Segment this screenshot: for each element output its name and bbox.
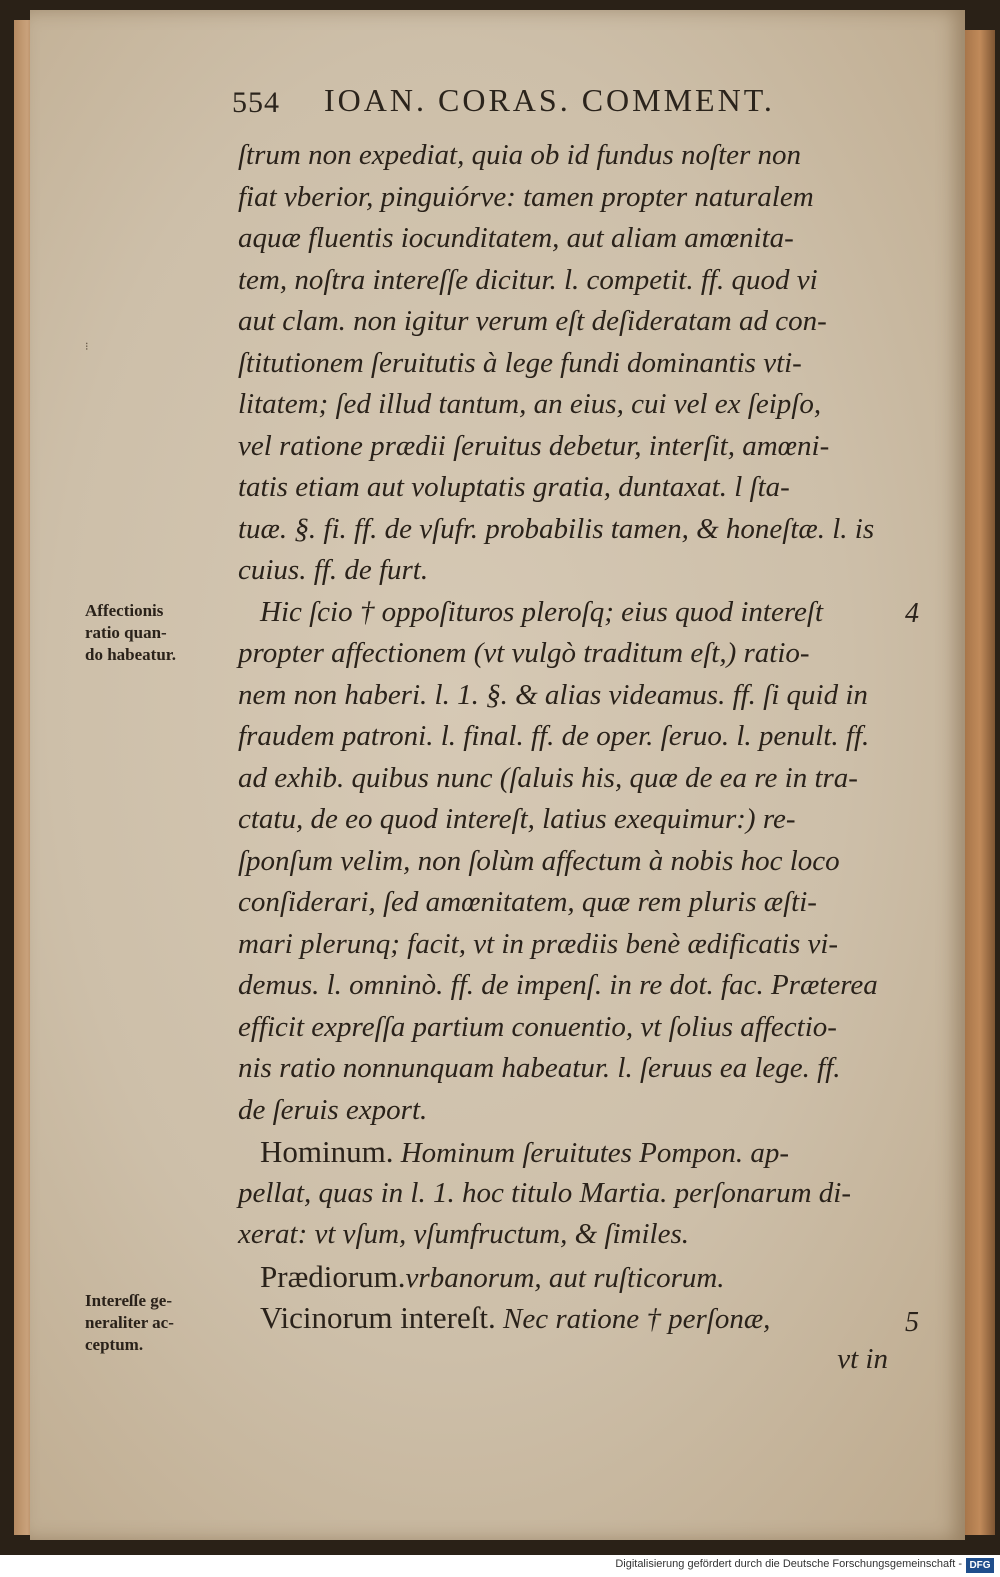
margin-note-affectionis (85, 600, 235, 666)
lemma-gloss: vt in (837, 1342, 888, 1375)
text-line: fiat vberior, pinguiórve: tamen propter naturalem (238, 180, 814, 213)
lemma-gloss: Hominum ſeruitutes Pompon. ap- (400, 1137, 789, 1169)
margin-note-interesse (85, 1290, 235, 1356)
section-number-4: 4 (905, 598, 919, 629)
text-line: de ſeruis export. (238, 1093, 428, 1126)
text-line: mari plerunq; facit, vt in prædiis benè ædificatis vi- (238, 927, 839, 960)
text-line: tatis etiam aut voluptatis gratia, duntaxat. l ſta- (238, 471, 790, 503)
text-line: ctatu, de eo quod intereſt, latius exequimur:) re- (238, 803, 796, 835)
text-line: efficit expreſſa partium conuentio, vt ſolius affectio- (238, 1010, 837, 1043)
running-head: IOAN. CORAS. COMMENT. (324, 82, 775, 118)
text-line: demus. l. omninò. ff. de impenſ. in re dot. fac. Præterea (238, 969, 878, 1001)
text-line: nis ratio nonnunquam habeatur. l. ſeruus ea lege. ff. (238, 1052, 841, 1084)
text-line: fraudem patroni. l. final. ff. de oper. ſeruo. l. penult. ff. (238, 720, 870, 752)
footer-bar (0, 1555, 1000, 1577)
text-line: ſtrum non expediat, quia ob id fundus noſter non (238, 139, 802, 171)
text-line: tuæ. §. fi. ff. de vſufr. probabilis tamen, & honeſtæ. l. is (238, 512, 875, 545)
text-line: ſponſum velim, non ſolùm affectum à nobis hoc loco (238, 844, 840, 877)
lemma-line (238, 1297, 898, 1339)
section-number-5: 5 (905, 1307, 919, 1338)
lemma-gloss: Nec ratione † perſonæ, (503, 1303, 771, 1335)
dfg-logo-icon: DFG (966, 1558, 994, 1573)
marginal-mark: ⁝ (85, 341, 89, 353)
lemma-line (238, 1214, 898, 1256)
lemma-word: Prædiorum. (260, 1258, 406, 1294)
text-line: Hic ſcio † oppoſituros pleroſq; eius quod intereſt (260, 595, 824, 628)
lemma-line (238, 1339, 898, 1381)
margin-note-line: Affectionis (85, 601, 164, 620)
lemma-line (238, 1256, 898, 1298)
lemma-gloss: pellat, quas in l. 1. hoc titulo Martia. perſonarum di- (238, 1176, 852, 1209)
text-line: tem, noſtra intereſſe dicitur. l. competit. ff. quod vi (238, 263, 818, 296)
page-number: 554 (232, 86, 280, 119)
text-line: aquæ fluentis iocunditatem, aut aliam amœnita- (238, 222, 794, 254)
text-line: aut clam. non igitur verum eſt deſideratam ad con- (238, 305, 827, 337)
text-line: cuius. ff. de furt. (238, 554, 429, 586)
lemma-gloss: vrbanorum, aut ruſticorum. (405, 1261, 725, 1294)
text-line: nem non haberi. l. 1. §. & alias videamus. ff. ſi quid in (238, 678, 868, 711)
text-line: vel ratione prædii ſeruitus debetur, interſit, amœni- (238, 429, 830, 462)
lemma-word: Vicinorum intereſt. (260, 1300, 496, 1335)
main-text (238, 135, 898, 1380)
margin-note-line: neraliter ac- (85, 1313, 174, 1332)
page-header (232, 78, 892, 128)
text-line: conſiderari, ſed amœnitatem, quæ rem pluris æſti- (238, 886, 817, 918)
lemma-line (238, 1173, 898, 1215)
margin-note-line: ratio quan- (85, 623, 167, 642)
lemma-gloss: xerat: vt vſum, vſumfructum, & ſimiles. (238, 1218, 690, 1250)
margin-note-line: Intereſſe ge- (85, 1291, 173, 1310)
text-line: litatem; ſed illud tantum, an eius, cui vel ex ſeipſo, (238, 388, 822, 420)
margin-note-line: do habeatur. (85, 645, 177, 664)
right-page-edge (965, 30, 995, 1535)
footer-credit: Digitalisierung gefördert durch die Deutsche Forschungsgemeinschaft - (615, 1558, 962, 1570)
text-line: propter affectionem (vt vulgò traditum eſt,) ratio- (238, 637, 810, 669)
text-line: ad exhib. quibus nunc (ſaluis his, quæ de ea re in tra- (238, 761, 858, 794)
lemma-word: Hominum. (260, 1134, 394, 1169)
lemma-line (238, 1131, 898, 1173)
text-line: ſtitutionem ſeruitutis à lege fundi dominantis vti- (238, 346, 802, 379)
margin-note-line: ceptum. (85, 1335, 144, 1354)
